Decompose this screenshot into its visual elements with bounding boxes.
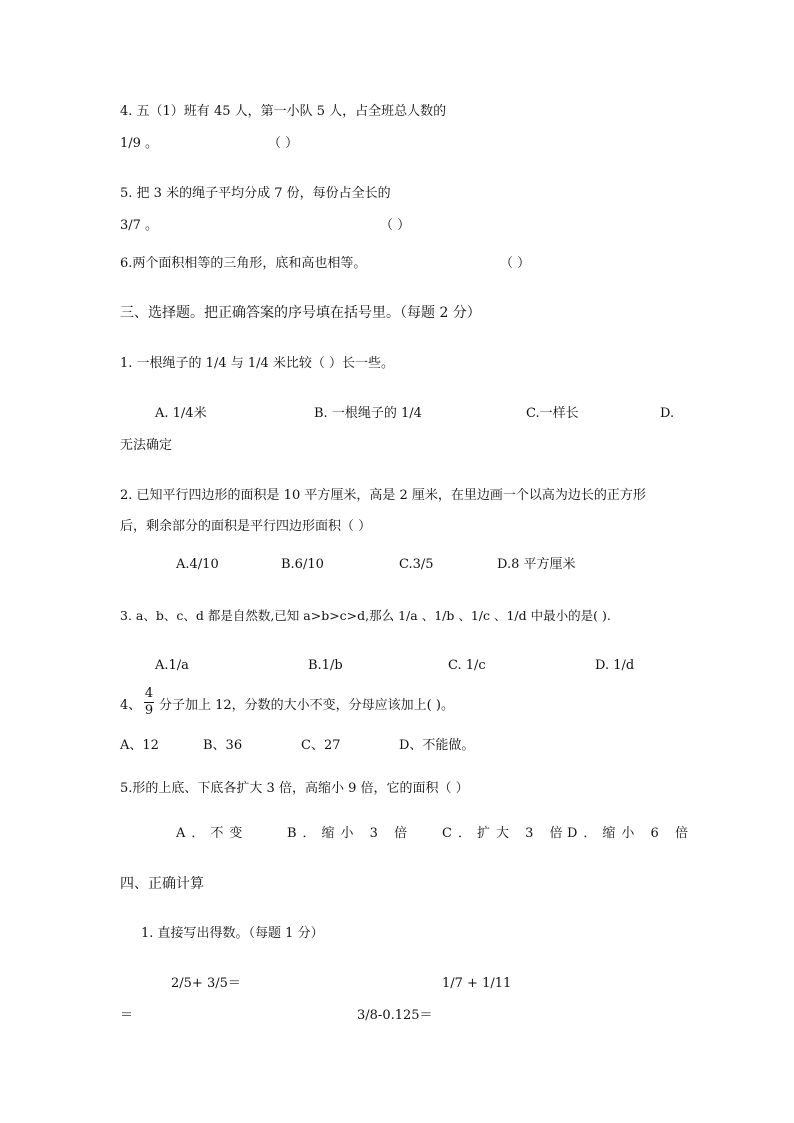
s3-q5-option-c[interactable]: C．扩大 3 倍 bbox=[442, 826, 569, 841]
s3-q3-option-a[interactable]: A.1/a bbox=[155, 658, 189, 673]
s3-q5-option-d[interactable]: D．缩小 6 倍 bbox=[567, 826, 694, 841]
tf-q5-line1: 5. 把 3 米的绳子平均分成 7 份，每份占全长的 bbox=[120, 186, 391, 201]
s3-q4-option-c[interactable]: C、27 bbox=[301, 738, 341, 753]
s3-q3-option-b[interactable]: B.1/b bbox=[308, 658, 343, 673]
s3-q2-line1: 2. 已知平行四边形的面积是 10 平方厘米，高是 2 厘米，在里边画一个以高为边长的正方形 bbox=[120, 488, 646, 503]
s3-q3-text: 3. a、b、c、d 都是自然数,已知 a>b>c>d,那么 1/a 、1/b 、1/c 、1/d 中最小的是( ). bbox=[120, 608, 611, 623]
s3-q1-option-d[interactable]: D. bbox=[660, 406, 675, 421]
tf-q4-answer-paren[interactable]: （ ） bbox=[268, 136, 299, 151]
section3-title: 三、选择题。把正确答案的序号填在括号里。（每题 2 分） bbox=[120, 305, 481, 321]
fraction-numerator: 4 bbox=[144, 686, 154, 701]
s3-q1-option-a[interactable]: A. 1/4米 bbox=[155, 406, 207, 421]
calc-item-1: 2/5+ 3/5＝ bbox=[171, 976, 241, 991]
tf-q4-line1: 4. 五（1）班有 45 人，第一小队 5 人，占全班总人数的 bbox=[120, 104, 447, 119]
s3-q3-option-d[interactable]: D. 1/d bbox=[595, 658, 635, 673]
tf-q6-answer-paren[interactable]: （ ） bbox=[500, 256, 531, 271]
s3-q2-option-d[interactable]: D.8 平方厘米 bbox=[497, 557, 576, 572]
tf-q6-text: 6.两个面积相等的三角形，底和高也相等。 bbox=[120, 256, 367, 271]
s3-q2-option-c[interactable]: C.3/5 bbox=[399, 557, 434, 572]
tf-q4-line2: 1/9 。 bbox=[120, 136, 159, 151]
calc-item-2-equals: ＝ bbox=[120, 1008, 134, 1023]
calc-item-3: 3/8-0.125＝ bbox=[357, 1008, 433, 1023]
s3-q3-option-c[interactable]: C. 1/c bbox=[448, 658, 486, 673]
s3-q1-option-c[interactable]: C.一样长 bbox=[526, 406, 579, 421]
tf-q5-answer-paren[interactable]: （ ） bbox=[380, 218, 411, 233]
s3-q4-option-a[interactable]: A、12 bbox=[120, 738, 159, 753]
calc-item-2: 1/7 + 1/11 bbox=[442, 976, 512, 991]
s3-q4-fraction bbox=[144, 687, 154, 718]
s3-q2-option-a[interactable]: A.4/10 bbox=[176, 557, 219, 572]
s3-q2-line2: 后，剩余部分的面积是平行四边形面积（ ） bbox=[120, 519, 372, 534]
section4-title: 四、正确计算 bbox=[120, 876, 204, 892]
s3-q4-prefix: 4、 bbox=[120, 698, 142, 713]
s3-q5-option-a[interactable]: A．不变 bbox=[176, 826, 249, 841]
fraction-denominator: 9 bbox=[144, 703, 154, 718]
tf-q5-line2: 3/7 。 bbox=[120, 218, 159, 233]
s3-q2-option-b[interactable]: B.6/10 bbox=[281, 557, 324, 572]
s4-sub1: 1. 直接写出得数。（每题 1 分） bbox=[141, 926, 324, 941]
s3-q1-text: 1. 一根绳子的 1/4 与 1/4 米比较（ ）长一些。 bbox=[120, 356, 395, 371]
s3-q4-option-b[interactable]: B、36 bbox=[203, 738, 243, 753]
s3-q5-text: 5.形的上底、下底各扩大 3 倍，高缩小 9 倍，它的面积（ ） bbox=[120, 781, 469, 796]
s3-q1-option-d-cont: 无法确定 bbox=[120, 438, 173, 453]
s3-q5-option-b[interactable]: B．缩小 3 倍 bbox=[287, 826, 414, 841]
s3-q4-option-d[interactable]: D、不能做。 bbox=[399, 738, 475, 753]
s3-q1-option-b[interactable]: B. 一根绳子的 1/4 bbox=[314, 406, 422, 421]
s3-q4-text: 分子加上 12，分数的大小不变，分母应该加上( )。 bbox=[159, 698, 454, 713]
